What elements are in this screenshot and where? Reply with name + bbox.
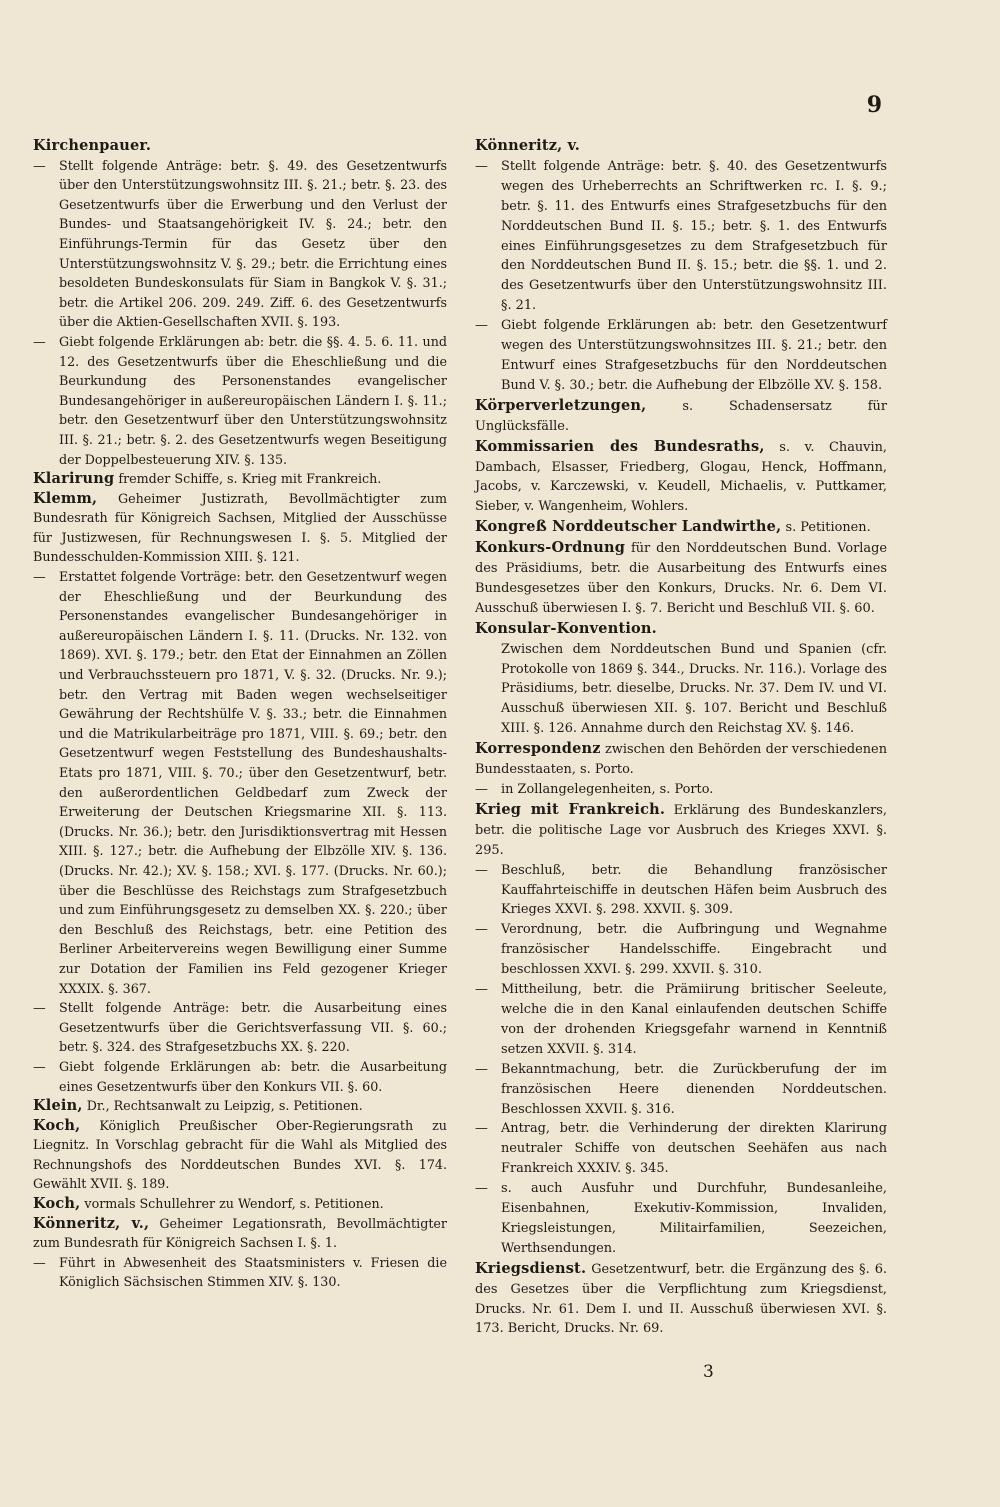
index-entry xyxy=(33,1214,447,1292)
entry-line xyxy=(475,739,887,780)
entry-continuation: Zwischen dem Norddeutschen Bund und Spanien (cfr. Protokolle von 1869 §. 344., Drucks. Nr. 116.). Vorlage des Präsidiums, betr. dieselbe, Drucks. Nr. 37. Dem IV. und VI. Ausschuß überwiesen XII. §. 107. Bericht und Beschluß XIII. §. 126. Annahme durch den Reichstag XV. §. 146. xyxy=(501,641,887,737)
sub-entry xyxy=(475,1179,887,1259)
entry-line xyxy=(475,800,887,861)
entry-heading: Konkurs-Ordnung xyxy=(475,539,626,557)
sub-entry-text: s. auch Ausfuhr und Durchfuhr, Bundesanleihe, Eisenbahnen, Exekutiv-Kommission, Invaliden, Kriegsleistungen, Militairfamilien, Seezeichen, Werthsendungen. xyxy=(501,1181,887,1256)
left-column xyxy=(33,136,447,1292)
entry-text: s. Schadensersatz für Unglücksfälle. xyxy=(475,398,887,434)
sub-entry xyxy=(475,920,887,980)
signature-mark: 3 xyxy=(703,1362,714,1382)
index-entry xyxy=(475,396,887,437)
sub-entry-text: Führt in Abwesenheit des Staatsministers v. Friesen die Königlich Sächsischen Stimmen XIV. §. 130. xyxy=(59,1254,447,1290)
entry-line xyxy=(33,1096,447,1116)
entry-heading: Konsular-Konvention. xyxy=(475,619,657,637)
sub-entry xyxy=(33,332,447,469)
entry-text: Geheimer Justizrath, Bevollmächtigter zum Bundesrath für Königreich Sachsen, Mitglied der Ausschüsse für Justizwesen, für Rechnungswesen I. §. 5. Mitglied der Bundesschulden-Kommission XIII. §. 121. xyxy=(33,490,447,565)
entry-line xyxy=(33,489,447,567)
right-column xyxy=(475,136,887,1339)
sub-entry-text: Erstattet folgende Vorträge: betr. den Gesetzentwurf wegen der Eheschließung und der Beurkundung des Personenstandes evangelischer Bundesangehöriger in außereuropäischen Ländern I. §. 11. (Drucks. Nr. 132. von 1869). XVI. §. 179.; betr. den Etat der Einnahmen an Zöllen und Verbrauchssteuern pro 1871, V. §. 32. (Drucks. Nr. 9.); betr. den Vertrag mit Baden wegen wechselseitiger Gewährung der Rechtshülfe V. §. 33.; betr. die Einnahmen und die Matrikularbeiträge pro 1871, VIII. §. 69.; betr. den Gesetzentwurf wegen Feststellung des Bundeshaushalts-Etats pro 1871, VIII. §. 70.; über den Gesetzentwurf, betr. den außerordentlichen Geldbedarf zum Zweck der Erweiterung der Deutschen Kriegsmarine XII. §. 113. (Drucks. Nr. 36.); betr. den Jurisdiktionsvertrag mit Hessen XIII. §. 127.; betr. die Aufhebung der Elbzölle XIV. §. 136. (Drucks. Nr. 42.); XV. §. 158.; XVI. §. 177. (Drucks. Nr. 60.); über die Beschlüsse des Reichstags zum Strafgesetzbuch und zum Einführungsgesetz zu demselben XX. §. 220.; über den Beschluß des Reichstags, betr. eine Petition des Berliner Arbeitervereins wegen Bewilligung einer Summe zur Dotation der Familien ins Feld gezogener Krieger XXXIX. §. 367. xyxy=(59,569,447,996)
entry-line xyxy=(33,1194,447,1214)
dash-marker: — xyxy=(33,1058,46,1074)
index-entry xyxy=(33,1194,447,1214)
index-entry xyxy=(475,739,887,800)
dash-marker: — xyxy=(475,982,488,998)
sub-entry xyxy=(33,998,447,1057)
index-entry xyxy=(33,489,447,1096)
sub-entry xyxy=(33,1057,447,1096)
dash-marker: — xyxy=(475,1121,488,1137)
dash-marker: — xyxy=(33,157,46,173)
entry-text: vormals Schullehrer zu Wendorf, s. Petitionen. xyxy=(84,1196,384,1212)
entry-line xyxy=(33,469,447,489)
entry-text: s. Petitionen. xyxy=(785,520,871,536)
dash-marker: — xyxy=(475,318,488,334)
sub-entry xyxy=(475,1119,887,1179)
sub-entry xyxy=(33,1253,447,1292)
sub-entry-text: Mittheilung, betr. die Prämiirung britischer Seeleute, welche die in den Kanal einlaufenden deutschen Schiffe von der drohenden Kriegsgefahr warnend in Kenntniß setzen XXVII. §. 314. xyxy=(501,982,887,1057)
entry-line xyxy=(475,396,887,437)
index-entry xyxy=(475,538,887,619)
index-entry xyxy=(475,800,887,1259)
sub-entry-text: Beschluß, betr. die Behandlung französischer Kauffahrteischiffe in deutschen Häfen beim Ausbruch des Krieges XXVI. §. 298. XXVII. §. 309. xyxy=(501,862,887,918)
dash-marker: — xyxy=(33,1254,46,1270)
sub-entry xyxy=(475,316,887,396)
entry-line xyxy=(475,619,887,640)
sub-entry-text: Giebt folgende Erklärungen ab: betr. den Gesetzentwurf wegen des Unterstützungswohnsitzes III. §. 21.; betr. den Entwurf eines Strafgesetzbuchs für den Norddeutschen Bund V. §. 30.; betr. die Aufhebung der Elbzölle XV. §. 158. xyxy=(501,318,887,393)
entry-heading: Krieg mit Frankreich. xyxy=(475,800,666,818)
index-entry xyxy=(33,136,447,469)
sub-entry-text: Stellt folgende Anträge: betr. §. 40. des Gesetzentwurfs wegen des Urheberrechts an Schriftwerken rc. I. §. 9.; betr. §. 11. des Entwurfs eines Strafgesetzbuchs für den Norddeutschen Bund II. §. 15.; betr. §. 1. des Entwurfs eines Einführungsgesetzes zu dem Strafgesetzbuch für den Norddeutschen Bund II. §. 15.; betr. die §§. 1. und 2. des Gesetzentwurfs über den Unterstützungswohnsitz III. §. 21. xyxy=(501,158,887,314)
entry-heading: Koch, xyxy=(33,1195,81,1213)
sub-entry xyxy=(33,567,447,998)
page-number: 9 xyxy=(866,92,882,118)
index-entry xyxy=(475,1259,887,1340)
entry-heading: Kongreß Norddeutscher Landwirthe, xyxy=(475,518,782,536)
entry-heading: Klein, xyxy=(33,1097,83,1115)
sub-entry-text: Bekanntmachung, betr. die Zurückberufung der im französischen Heere dienenden Norddeutschen. Beschlossen XXVII. §. 316. xyxy=(501,1061,887,1117)
index-entry xyxy=(33,1116,447,1194)
dash-marker: — xyxy=(475,158,488,174)
sub-entry xyxy=(475,1060,887,1120)
entry-text: Dr., Rechtsanwalt zu Leipzig, s. Petitionen. xyxy=(86,1098,363,1114)
sub-entry-text: Antrag, betr. die Verhinderung der direkten Klarirung neutraler Schiffe von deutschen Seehäfen aus nach Frankreich XXXIV. §. 345. xyxy=(501,1121,887,1177)
entry-heading: Klarirung xyxy=(33,470,115,488)
entry-line xyxy=(475,517,887,538)
entry-heading: Könneritz, v. xyxy=(475,137,581,154)
entry-text: Geheimer Legationsrath, Bevollmächtigter zum Bundesrath für Königreich Sachsen I. §. 1. xyxy=(33,1215,447,1251)
entry-text: zwischen den Behörden der verschiedenen Bundesstaaten, s. Porto. xyxy=(475,742,887,778)
index-entry xyxy=(475,619,887,739)
index-entry xyxy=(33,469,447,489)
entry-line xyxy=(33,1214,447,1253)
entry-heading: Kommissarien des Bundesraths, xyxy=(475,437,765,455)
sub-entry-text: Giebt folgende Erklärungen ab: betr. die §§. 4. 5. 6. 11. und 12. des Gesetzentwurfs über die Eheschließung und die Beurkundung des Personenstandes evangelischer Bundesangehöriger in außereuropäischen Ländern I. §. 11.; betr. den Gesetzentwurf über den Unterstützungswohnsitz III. §. 21.; betr. §. 2. des Gesetzentwurfs wegen Beseitigung der Doppelbesteuerung XIV. §. 135. xyxy=(59,333,447,467)
entry-heading: Kriegsdienst. xyxy=(475,1259,587,1277)
dash-marker: — xyxy=(33,569,46,585)
sub-entry-text: Verordnung, betr. die Aufbringung und Wegnahme französischer Handelsschiffe. Eingebracht und beschlossen XXVI. §. 299. XXVII. §. 310. xyxy=(501,922,887,978)
entry-line xyxy=(475,136,887,157)
entry-heading: Könneritz, v., xyxy=(33,1214,150,1232)
index-entry xyxy=(475,437,887,518)
index-entry xyxy=(33,1096,447,1116)
index-entry xyxy=(475,517,887,538)
dash-marker: — xyxy=(33,333,46,349)
entry-text: für den Norddeutschen Bund. Vorlage des Präsidiums, betr. die Ausarbeitung des Entwurfs eines Bundesgesetzes über den Konkurs, Drucks. Nr. 6. Dem VI. Ausschuß überwiesen I. §. 7. Bericht und Beschluß VII. §. 60. xyxy=(475,541,887,616)
dash-marker: — xyxy=(475,1181,488,1197)
entry-line xyxy=(475,538,887,619)
dash-marker: — xyxy=(475,1061,488,1077)
sub-entry-text: Stellt folgende Anträge: betr. §. 49. des Gesetzentwurfs über den Unterstützungswohnsitz III. §. 21.; betr. §. 23. des Gesetzentwurfs über die Erwerbung und den Verlust der Bundes- und Staatsangehörigkeit IV. §. 24.; betr. den Einführungs-Termin für das Gesetz über den Unterstützungswohnsitz V. §. 29.; betr. die Errichtung eines besoldeten Bundeskonsulats für Siam in Bangkok V. §. 31.; betr. die Artikel 206. 209. 249. Ziff. 6. des Gesetzentwurfs über die Aktien-Gesellschaften XVII. §. 193. xyxy=(59,157,447,330)
entry-text: Erklärung des Bundeskanzlers, betr. die politische Lage vor Ausbruch des Krieges XXVI. §. 295. xyxy=(475,802,887,858)
entry-line xyxy=(475,437,887,518)
sub-entry xyxy=(475,980,887,1060)
entry-text: fremder Schiffe, s. Krieg mit Frankreich. xyxy=(118,471,382,487)
dash-marker: — xyxy=(475,782,488,797)
entry-text: s. v. Chauvin, Dambach, Elsasser, Friedberg, Glogau, Henck, Hoffmann, Jacobs, v. Karczewski, v. Keudell, Michaelis, v. Puttkamer, Sieber, v. Wangenheim, Wohlers. xyxy=(475,439,887,515)
entry-text: Königlich Preußischer Ober-Regierungsrath zu Liegnitz. In Vorschlag gebracht für die Wahl als Mitglied des Rechnungshofs des Norddeutschen Bundes XVI. §. 174. Gewählt XVII. §. 189. xyxy=(33,1117,447,1192)
entry-heading: Klemm, xyxy=(33,489,98,507)
entry-heading: Körperverletzungen, xyxy=(475,396,647,414)
index-entry xyxy=(475,136,887,396)
sub-entry-text: in Zollangelegenheiten, s. Porto. xyxy=(501,782,714,797)
entry-line xyxy=(33,136,447,156)
dash-marker: — xyxy=(33,1000,46,1016)
sub-entry xyxy=(33,156,447,332)
sub-entry-text: Giebt folgende Erklärungen ab: betr. die Ausarbeitung eines Gesetzentwurfs über den Konkurs VII. §. 60. xyxy=(59,1058,447,1094)
entry-line xyxy=(475,1259,887,1340)
entry-heading: Korrespondenz xyxy=(475,740,601,758)
sub-entry xyxy=(475,780,887,800)
entry-text: Gesetzentwurf, betr. die Ergänzung des §. 6. des Gesetzes über die Verpflichtung zum Kriegsdienst, Drucks. Nr. 61. Dem I. und II. Ausschuß überwiesen XVI. §. 173. Bericht, Drucks. Nr. 69. xyxy=(475,1261,887,1337)
sub-entry-text: Stellt folgende Anträge: betr. die Ausarbeitung eines Gesetzentwurfs über die Gerichtsverfassung VII. §. 60.; betr. §. 324. des Strafgesetzbuchs XX. §. 220. xyxy=(59,1000,447,1055)
entry-line xyxy=(33,1116,447,1194)
dash-marker: — xyxy=(475,922,488,938)
entry-heading: Koch, xyxy=(33,1116,81,1134)
sub-entry xyxy=(475,157,887,316)
sub-entry xyxy=(475,861,887,921)
entry-heading: Kirchenpauer. xyxy=(33,137,152,154)
dash-marker: — xyxy=(475,862,488,878)
